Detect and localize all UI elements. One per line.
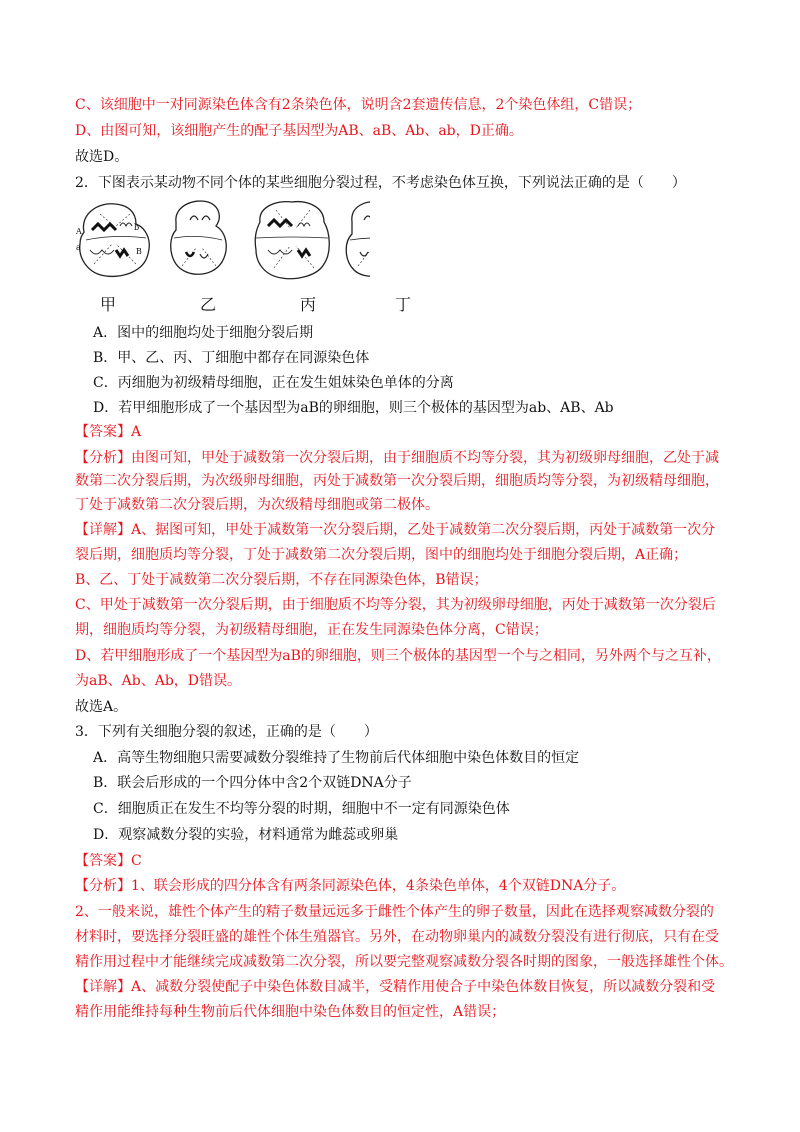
- gene-label-a: a: [76, 243, 81, 252]
- q2-detail-line-1: 【详解】A、据图可知，甲处于减数第一次分裂后期，乙处于减数第二次分裂后期，丙处于减数第一次分: [75, 522, 716, 538]
- cell-label-bing: 丙: [300, 295, 317, 314]
- cell-yi: [171, 201, 227, 274]
- prev-option-d-explanation: D、由图可知，该细胞产生的配子基因型为AB、aB、Ab、ab，D正确。: [75, 123, 523, 139]
- q2-analysis-line-1: 【分析】由图可知，甲处于减数第一次分裂后期，由于细胞质不均等分裂，其为初级卵母细胞，乙处于减: [75, 450, 719, 466]
- q2-stem: 2．下图表示某动物不同个体的某些细胞分裂过程，不考虑染色体互换，下列说法正确的是（ ）: [75, 175, 686, 191]
- q2-detail-line-3: B、乙、丁处于减数第二次分裂后期，不存在同源染色体，B错误；: [75, 572, 488, 588]
- cell-label-ding: 丁: [395, 295, 412, 314]
- q2-analysis-line-2: 数第二次分裂后期，为次级卵母细胞，丙处于减数第一次分裂后期，细胞质均等分裂，为初级精母细胞，: [75, 473, 719, 489]
- q3-analysis-line-3: 材料时，要选择分裂旺盛的雄性个体生殖器官。另外，在动物卵巢内的减数分裂没有进行彻底，只有在受: [75, 929, 719, 945]
- q3-analysis-line-2: 2、一般来说，雄性个体产生的精子数量远远多于雌性个体产生的卵子数量，因此在选择观察减数分裂的: [75, 904, 714, 920]
- q2-detail-line-4: C、甲处于减数第一次分裂后期，由于细胞质不均等分裂，其为初级卵母细胞，丙处于减数第一次分裂后: [75, 597, 716, 613]
- cell-label-jia: 甲: [100, 295, 117, 314]
- q3-option-a: A．高等生物细胞只需要减数分裂维持了生物前后代体细胞中染色体数目的恒定: [93, 750, 580, 766]
- q2-detail-line-6: D、若甲细胞形成了一个基因型为aB的卵细胞，则三个极体的基因型一个与之相同，另外两个与之互补，: [75, 648, 721, 664]
- prev-conclusion: 故选D。: [75, 149, 129, 165]
- gene-label-B: B: [136, 247, 142, 256]
- q2-conclusion: 故选A。: [75, 699, 128, 715]
- cell-ding: [346, 202, 370, 277]
- prev-option-c-explanation: C、该细胞中一对同源染色体含有2条染色体，说明含2套遗传信息，2个染色体组，C错误；: [75, 97, 642, 113]
- q3-option-d: D．观察减数分裂的实验，材料通常为雌蕊或卵巢: [93, 827, 399, 843]
- q3-detail-line-2: 精作用能维持每种生物前后代体细胞中染色体数目的恒定性，A错误；: [75, 1004, 506, 1020]
- q2-option-b: B．甲、乙、丙、丁细胞中都存在同源染色体: [93, 350, 370, 366]
- q2-detail-line-2: 裂后期，细胞质均等分裂，丁处于减数第二次分裂后期，图中的细胞均处于细胞分裂后期，A正确；: [75, 547, 688, 563]
- q3-analysis-line-1: 【分析】1、联会形成的四分体含有两条同源染色体，4条染色单体，4个双链DNA分子。: [75, 878, 626, 894]
- q2-option-a: A．图中的细胞均处于细胞分裂后期: [93, 325, 314, 341]
- cell-bing: [255, 202, 329, 279]
- q3-option-c: C．细胞质正在发生不均等分裂的时期，细胞中不一定有同源染色体: [93, 801, 510, 817]
- q3-option-b: B．联会后形成的一个四分体中含2个双链DNA分子: [93, 775, 412, 791]
- q2-option-c: C．丙细胞为初级精母细胞，正在发生姐妹染色单体的分离: [93, 375, 454, 391]
- q3-detail-line-1: 【详解】A、减数分裂使配子中染色体数目减半，受精作用使合子中染色体数目恢复，所以减数分裂和受: [75, 979, 716, 995]
- q2-detail-line-5: 期，细胞质均等分裂，为初级精母细胞，正在发生同源染色体分离，C错误；: [75, 622, 548, 638]
- q2-option-d: D．若甲细胞形成了一个基因型为aB的卵细胞，则三个极体的基因型为ab、AB、Ab: [93, 400, 614, 416]
- q2-detail-line-7: 为aB、Ab、Ab，D错误。: [75, 673, 242, 689]
- q2-answer: 【答案】A: [75, 424, 142, 440]
- q3-analysis-line-4: 精作用过程中才能继续完成减数第二次分裂，所以要完整观察减数分裂各时期的图象，一般选择雄性个体。: [75, 954, 733, 970]
- gene-label-b: b: [134, 223, 140, 232]
- q3-stem: 3．下列有关细胞分裂的叙述，正确的是（ ）: [75, 724, 378, 740]
- gene-label-A: A: [76, 227, 82, 236]
- cell-label-yi: 乙: [200, 295, 217, 314]
- cell-jia: [80, 204, 150, 277]
- q2-analysis-line-3: 丁处于减数第二次分裂后期，为次级精母细胞或第二极体。: [75, 497, 439, 513]
- cell-division-figure: [70, 192, 370, 292]
- q3-answer: 【答案】C: [75, 853, 142, 869]
